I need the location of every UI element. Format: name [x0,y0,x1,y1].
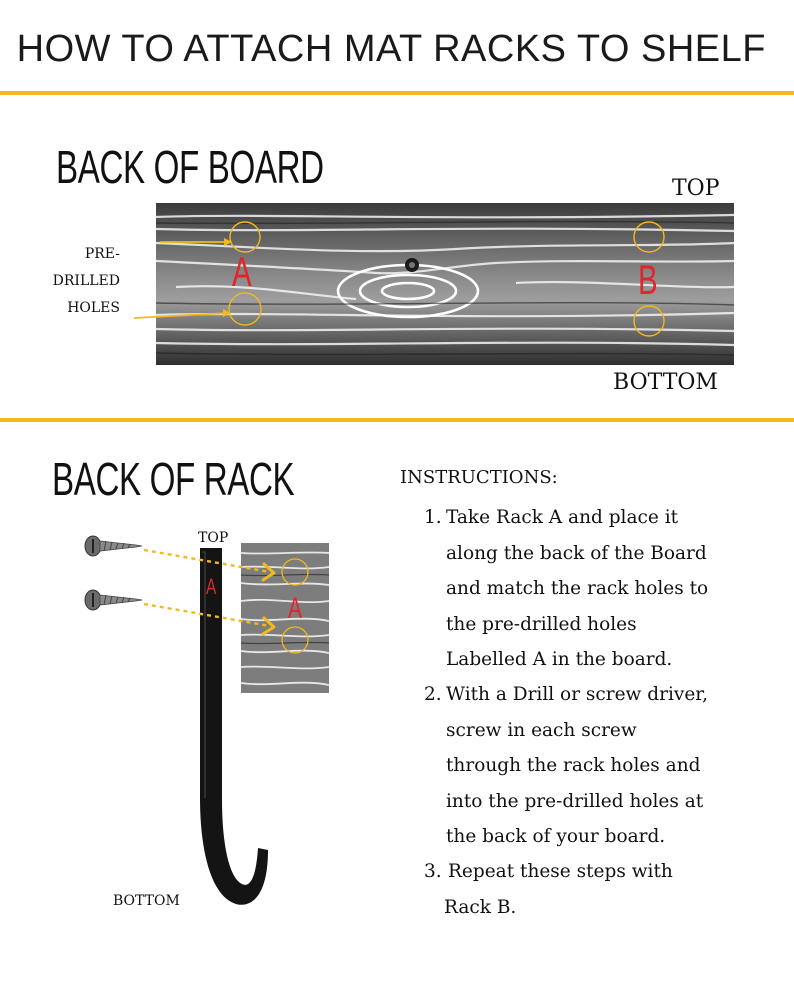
step-line: into the pre-drilled holes at [446,790,704,812]
rack-letter-a: A [206,574,217,599]
step-line: Labelled A in the board. [446,649,673,670]
rack-bottom-label: BOTTOM [113,893,180,909]
board-section-title: BACK OF BOARD [56,141,324,193]
step-line: With a Drill or screw driver, [446,684,708,705]
step-line: along the back of the Board [446,542,707,564]
step-line: through the rack holes and [446,755,701,776]
callout-arrows [120,230,250,330]
step-line: the back of your board. [446,826,666,847]
screw-icon [84,588,142,612]
rack-top-label: TOP [198,530,229,546]
step-line: Take Rack A and place it [446,507,679,528]
pre-drilled-callout [30,241,120,322]
step-line: the pre-drilled holes [446,613,637,635]
page-title: HOW TO ATTACH MAT RACKS TO SHELF [16,28,766,70]
inset-letter-a: A [288,592,303,625]
screw-guide-arrows [140,540,290,640]
board-letter-a: A [232,248,252,295]
rack-section-title: BACK OF RACK [52,453,295,505]
callout-line: PRE- [84,246,120,262]
step-number: 2. [424,684,442,705]
step-line: screw in each screw [446,719,637,741]
divider-top [0,91,794,95]
step-line: Rack B. [444,896,517,918]
board-bottom-label: BOTTOM [613,370,718,395]
board-top-label: TOP [672,176,720,201]
step-number: 1. [424,507,442,528]
callout-line: HOLES [67,300,120,316]
screw-icon [84,534,142,558]
callout-line: DRILLED [52,273,120,289]
instructions-title: INSTRUCTIONS: [400,467,558,488]
step-line: Repeat these steps with [448,861,673,882]
step-line: and match the rack holes to [446,578,709,599]
step-number: 3. [424,861,442,882]
divider-middle [0,418,794,422]
board-letter-b: B [638,256,658,303]
